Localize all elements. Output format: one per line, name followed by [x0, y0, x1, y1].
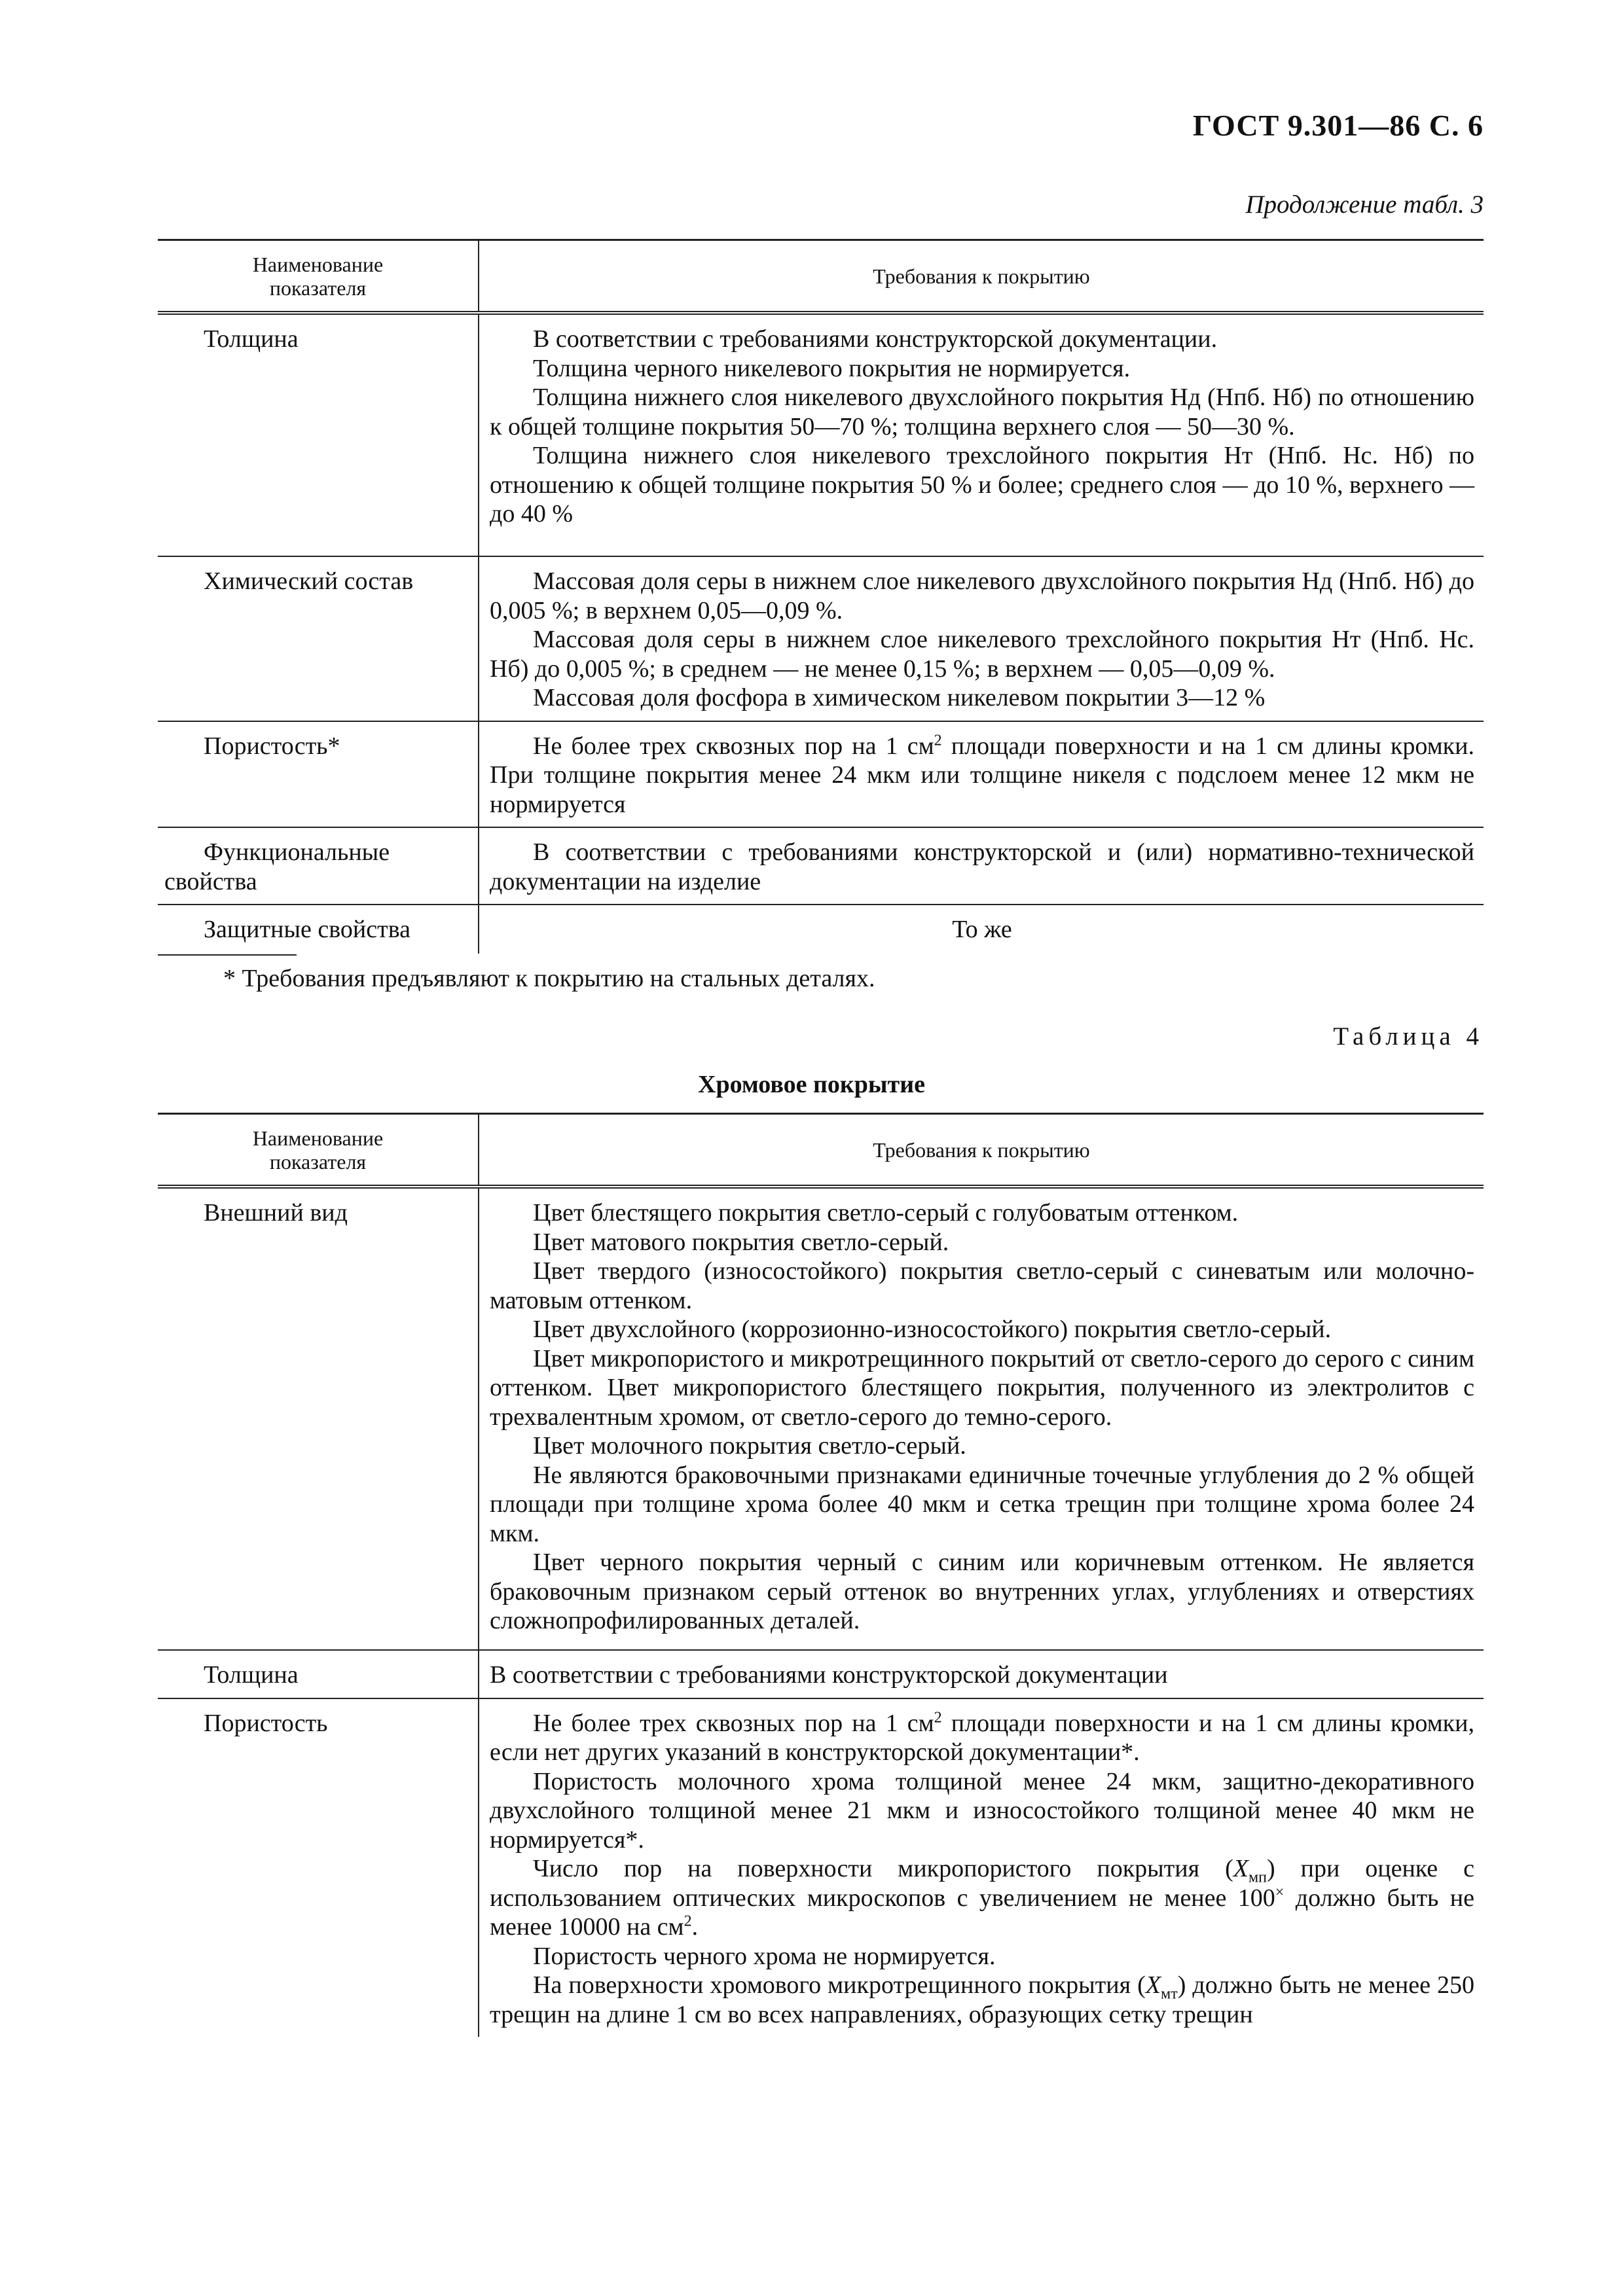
req-text: На поверхности хромового микротрещинного покрытия ( [533, 1971, 1146, 1999]
footnote: * Требования предъявляют к покрытию на стальных деталях. [223, 965, 875, 992]
req-text: площади поверхности и на 1 см длины кромки, если нет других указаний в конструкторской документации*. [490, 1709, 1474, 1766]
row-requirements [479, 1187, 1484, 1650]
req-paragraph: Цвет двухслойного (коррозионно-износостойкого) покрытия светло-серый. [533, 1316, 1332, 1343]
table-header-row [158, 1114, 1484, 1187]
row-requirements [479, 1698, 1484, 2037]
req-text: . [691, 1913, 699, 1941]
req-text: ) должно быть не менее 250 трещин на длине 1 см во всех направлениях, образующих сетку трещин [490, 1971, 1474, 2028]
column-header-name-line1: Наименование [252, 252, 384, 276]
req-paragraph: Пористость черного хрома не нормируется. [533, 1942, 996, 1970]
row-name: Пористость [204, 1709, 328, 1737]
table-row [158, 313, 1484, 556]
req-paragraph: Цвет молочного покрытия светло-серый. [533, 1432, 966, 1460]
table-row [158, 827, 1484, 905]
req-paragraph: Массовая доля фосфора в химическом никелевом покрытии 3—12 % [533, 684, 1266, 711]
table-3 [158, 239, 1484, 954]
row-requirements [479, 556, 1484, 721]
table-label: Таблица 4 [1333, 1022, 1484, 1050]
req-paragraph: Толщина черного никелевого покрытия не нормируется. [533, 354, 1131, 382]
column-header-req: Требования к покрытию [479, 240, 1484, 314]
req-paragraph: В соответствии с требованиями конструкторской документации [490, 1661, 1168, 1689]
column-header-name-line2: показателя [269, 276, 367, 300]
req-paragraph: То же [952, 916, 1012, 943]
table-row [158, 1650, 1484, 1698]
column-header-name-line1: Наименование [252, 1126, 384, 1150]
row-name: Толщина [158, 1650, 479, 1698]
row-requirements [479, 905, 1484, 954]
req-text: ) при оценке с использованием оптических микроскопов с увеличением не менее 100 [490, 1855, 1474, 1912]
table-row [158, 721, 1484, 828]
row-name: Защитные свойства [204, 916, 411, 943]
page-header: ГОСТ 9.301—86 С. 6 [1192, 109, 1484, 142]
req-paragraph [490, 1854, 1474, 1942]
row-requirements [479, 313, 1484, 556]
req-paragraph: Цвет матового покрытия светло-серый. [533, 1228, 949, 1256]
superscript: 2 [684, 1912, 692, 1930]
req-text: должно быть не менее 10000 на см [490, 1884, 1474, 1941]
req-text: площади поверхности и на 1 см длины кромки. При толщине покрытия менее 24 мкм или толщине никеля с подслоем менее 12 мкм не нормируется [490, 732, 1474, 818]
req-paragraph: В соответствии с требованиями конструкторской документации. [533, 325, 1218, 353]
req-paragraph [490, 732, 1474, 819]
req-paragraph [490, 1709, 1474, 1767]
req-text: Число пор на поверхности микропористого покрытия ( [533, 1855, 1233, 1882]
row-name: Внешний вид [158, 1187, 479, 1650]
subscript: мт [1161, 1985, 1178, 2003]
req-paragraph: Цвет черного покрытия черный с синим или коричневым оттенком. Не является браковочным признаком серый оттенок во внутренних углах, углублениях и отверстиях сложнопрофилированных деталей. [490, 1549, 1474, 1634]
req-paragraph: Толщина нижнего слоя никелевого двухслойного покрытия Нд (Нпб. Нб) по отношению к общей толщине покрытия 50—70 %; толщина верхнего слоя — 50—30 %. [490, 384, 1474, 440]
variable: X [1145, 1971, 1161, 1999]
req-paragraph: Цвет твердого (износостойкого) покрытия светло-серый с синеватым или молочно-матовым оттенком. [490, 1257, 1474, 1314]
req-paragraph: Не являются браковочными признаками единичные точечные углубления до 2 % общей площади при толщине хрома более 40 мкм и сетка трещин при толщине хрома более 24 мкм. [490, 1461, 1474, 1547]
req-paragraph: Массовая доля серы в нижнем слое никелевого трехслойного покрытия Нт (Нпб. Нс. Нб) до 0,005 %; в среднем — не менее 0,15 %; в верхнем — 0,05—0,09 %. [490, 626, 1474, 683]
table-row [158, 1187, 1484, 1650]
table-row [158, 905, 1484, 954]
row-name: Пористость* [158, 721, 479, 828]
table-row [158, 1698, 1484, 2037]
column-header-name [158, 1114, 479, 1187]
row-name: Химический состав [158, 556, 479, 721]
row-name [158, 827, 479, 905]
superscript: × [1275, 1883, 1285, 1901]
table-title: Хромовое покрытие [698, 1071, 925, 1098]
row-requirements [479, 1650, 1484, 1698]
table-header-row [158, 240, 1484, 314]
table-row [158, 556, 1484, 721]
table-continuation-label: Продолжение табл. 3 [1245, 190, 1484, 219]
table-4 [158, 1113, 1484, 2037]
req-paragraph: Массовая доля серы в нижнем слое никелевого двухслойного покрытия Нд (Нпб. Нб) до 0,005 %; в верхнем 0,05—0,09 %. [490, 567, 1474, 624]
variable: X [1233, 1855, 1249, 1882]
superscript: 2 [934, 731, 942, 749]
column-header-req: Требования к покрытию [479, 1114, 1484, 1187]
req-text: Не более трех сквозных пор на 1 см [533, 1709, 934, 1737]
column-header-name-line2: показателя [269, 1149, 367, 1174]
req-paragraph: Пористость молочного хрома толщиной менее 24 мкм, защитно-декоративного двухслойного толщиной менее 21 мкм и износостойкого толщиной менее 40 мкм не нормируется*. [490, 1767, 1474, 1854]
row-name: Толщина [158, 313, 479, 556]
footnote-divider [158, 954, 297, 956]
subscript: мп [1248, 1869, 1267, 1886]
req-paragraph [490, 1971, 1474, 2029]
column-header-name [158, 240, 479, 314]
req-paragraph: Толщина нижнего слоя никелевого трехслойного покрытия Нт (Нпб. Нс. Нб) по отношению к общей толщине покрытия 50 % и более; среднего слоя — до 10 %, верхнего — до 40 % [490, 442, 1474, 528]
req-text: Не более трех сквозных пор на 1 см [533, 732, 934, 760]
row-requirements [479, 721, 1484, 828]
req-paragraph: В соответствии с требованиями конструкторской и (или) нормативно-технической документации на изделие [490, 838, 1474, 895]
row-name-line1: Функциональные [204, 838, 390, 866]
superscript: 2 [934, 1708, 942, 1726]
req-paragraph: Цвет блестящего покрытия светло-серый с голубоватым оттенком. [533, 1199, 1239, 1227]
row-requirements [479, 827, 1484, 905]
row-name-line2: свойства [164, 868, 257, 895]
req-paragraph: Цвет микропористого и микротрещинного покрытий от светло-серого до серого с синим оттенком. Цвет микропористого блестящего покрытия, полученного из электролитов с трехвалентным хромом, от светло-серого до темно-серого. [490, 1344, 1474, 1431]
